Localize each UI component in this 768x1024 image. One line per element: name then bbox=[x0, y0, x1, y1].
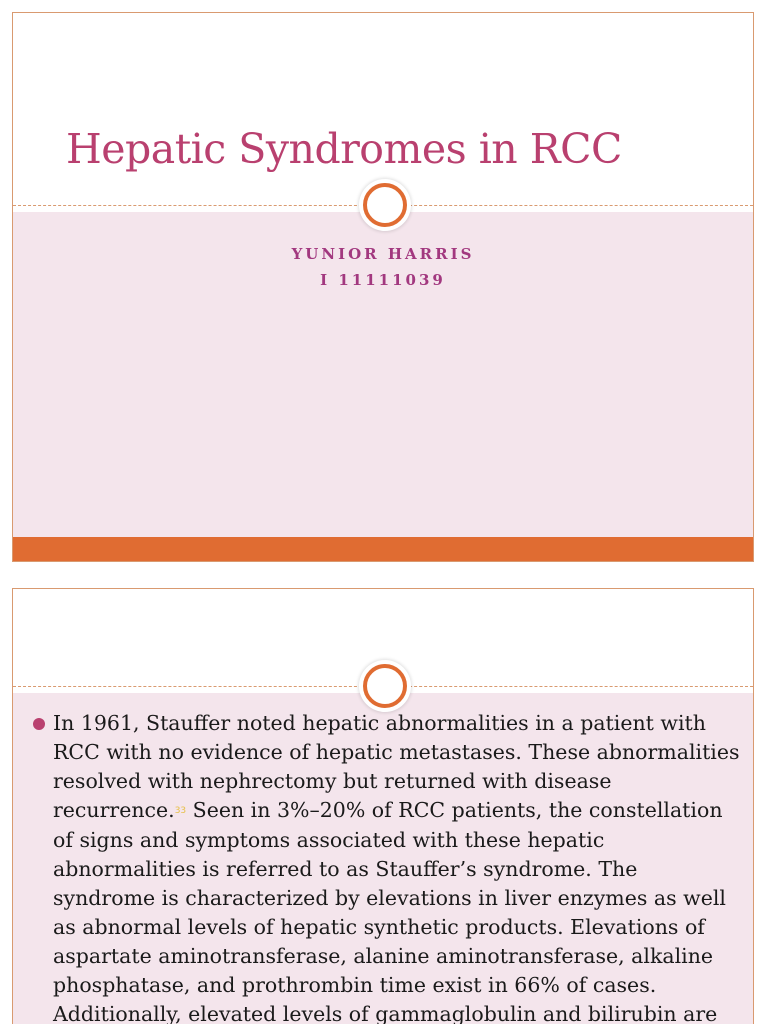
title-slide bbox=[12, 12, 754, 562]
ring-ornament-icon bbox=[363, 664, 407, 708]
bullet-text-part-1: In 1961, Stauffer noted hepatic abnormalities in a patient with RCC with no evidence of hepatic metastases. These abnormalities resolved with nephrectomy but returned with disease recurrence. bbox=[53, 711, 740, 822]
reference-mark: 33 bbox=[174, 806, 187, 816]
author-block bbox=[13, 241, 753, 293]
title-area bbox=[13, 13, 753, 205]
bullet-item bbox=[33, 709, 745, 1024]
bullet-text bbox=[53, 709, 745, 1024]
footer-bar bbox=[13, 537, 753, 562]
circle-bullet-icon bbox=[33, 718, 45, 730]
content-slide bbox=[12, 588, 754, 1024]
author-name: YUNIOR HARRIS bbox=[291, 245, 475, 263]
bullet-text-part-2: Seen in 3%–20% of RCC patients, the constellation of signs and symptoms associated with these hepatic abnormalities is referred to as Stauffer’s syndrome. The syndrome is characterized by elevations in liver enzymes as well as abnormal levels of hepatic synthetic products. Elevations of aspartate aminotransferase, alanine aminotransferase, alkaline phosphatase, and prothrombin time exist in 66% of cases. Additionally, elevated levels of gammaglobulin and bilirubin are bbox=[53, 798, 726, 1024]
author-id: I 11111039 bbox=[320, 271, 446, 289]
ring-ornament-icon bbox=[363, 183, 407, 227]
slide-title: Hepatic Syndromes in RCC bbox=[66, 125, 622, 173]
